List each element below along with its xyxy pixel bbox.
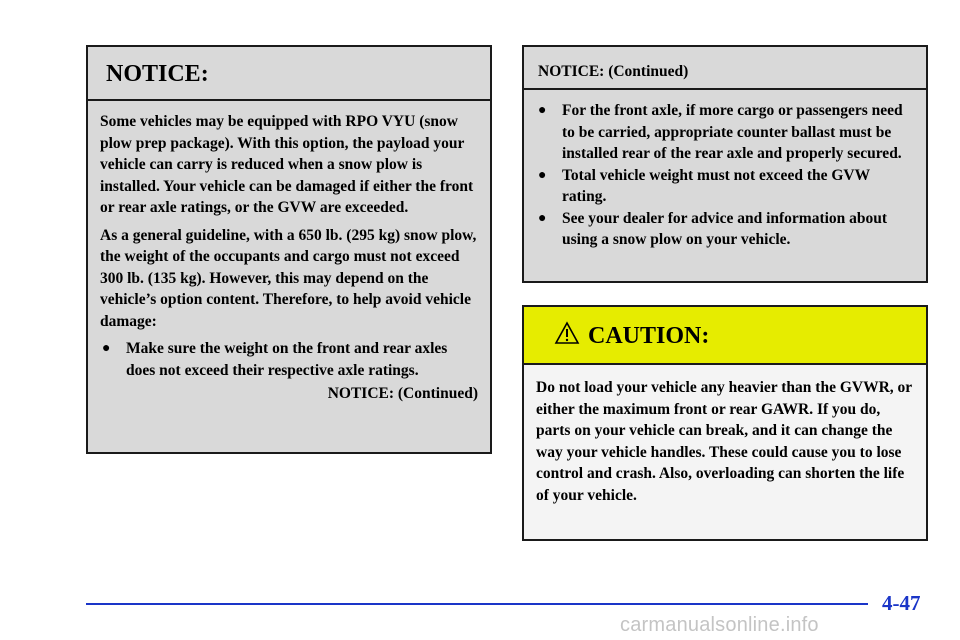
- bullet-text: Make sure the weight on the front and rear axles does not exceed their respective axle ratings.: [126, 340, 448, 379]
- bullet-icon: ●: [538, 210, 547, 226]
- caution-header: [524, 307, 926, 365]
- caution-body: [524, 365, 926, 506]
- continued-label: NOTICE: (Continued): [327, 385, 478, 402]
- notice-title: NOTICE:: [88, 47, 490, 101]
- notice-box: [86, 45, 492, 454]
- bullet-text: For the front axle, if more cargo or passengers need to be carried, appropriate counter ballast must be installed rear of the rear axle and properly secured.: [562, 102, 903, 162]
- bullet-text: Total vehicle weight must not exceed the GVW rating.: [562, 166, 870, 205]
- notice-paragraph: As a general guideline, with a 650 lb. (295 kg) snow plow, the weight of the occupants and cargo must not exceed 300 lb. (135 kg). However, this may depend on the vehicle’s option content. Therefore, to help avoid vehicle damage:: [100, 226, 477, 330]
- page-number: 4-47: [882, 591, 921, 615]
- bullet-icon: ●: [538, 103, 547, 118]
- bullet-item: [100, 338, 478, 381]
- bullet-item: [536, 208, 914, 251]
- bullet-icon: ●: [538, 167, 547, 183]
- bullet-icon: ●: [102, 341, 111, 356]
- notice-continued-box: [522, 45, 928, 283]
- notice-continued-body: [524, 90, 926, 251]
- caution-text: Do not load your vehicle any heavier than the GVWR, or either the maximum front or rear GAWR. If you do, parts on your vehicle can break, and it can change the way your vehicle handles. These could cause you to lose control and crash. Also, overloading can shorten the life of your vehicle.: [536, 379, 912, 504]
- bullet-text: See your dealer for advice and information about using a snow plow on your vehicle.: [562, 209, 888, 248]
- footer-divider: [86, 603, 868, 605]
- warning-triangle-icon: [554, 321, 580, 350]
- caution-box: [522, 305, 928, 541]
- notice-paragraph: Some vehicles may be equipped with RPO VYU (snow plow prep package). With this option, the payload your vehicle can carry is reduced when a snow plow is installed. Your vehicle can be damaged if either the front or rear axle ratings, or the GVW are exceeded.: [100, 113, 474, 216]
- watermark-text: carmanualsonline.info: [620, 614, 819, 636]
- notice-continued-title: NOTICE: (Continued): [524, 47, 926, 90]
- bullet-item: [536, 100, 914, 165]
- bullet-item: [536, 165, 914, 208]
- notice-body: [88, 101, 490, 403]
- caution-title: CAUTION:: [588, 323, 710, 349]
